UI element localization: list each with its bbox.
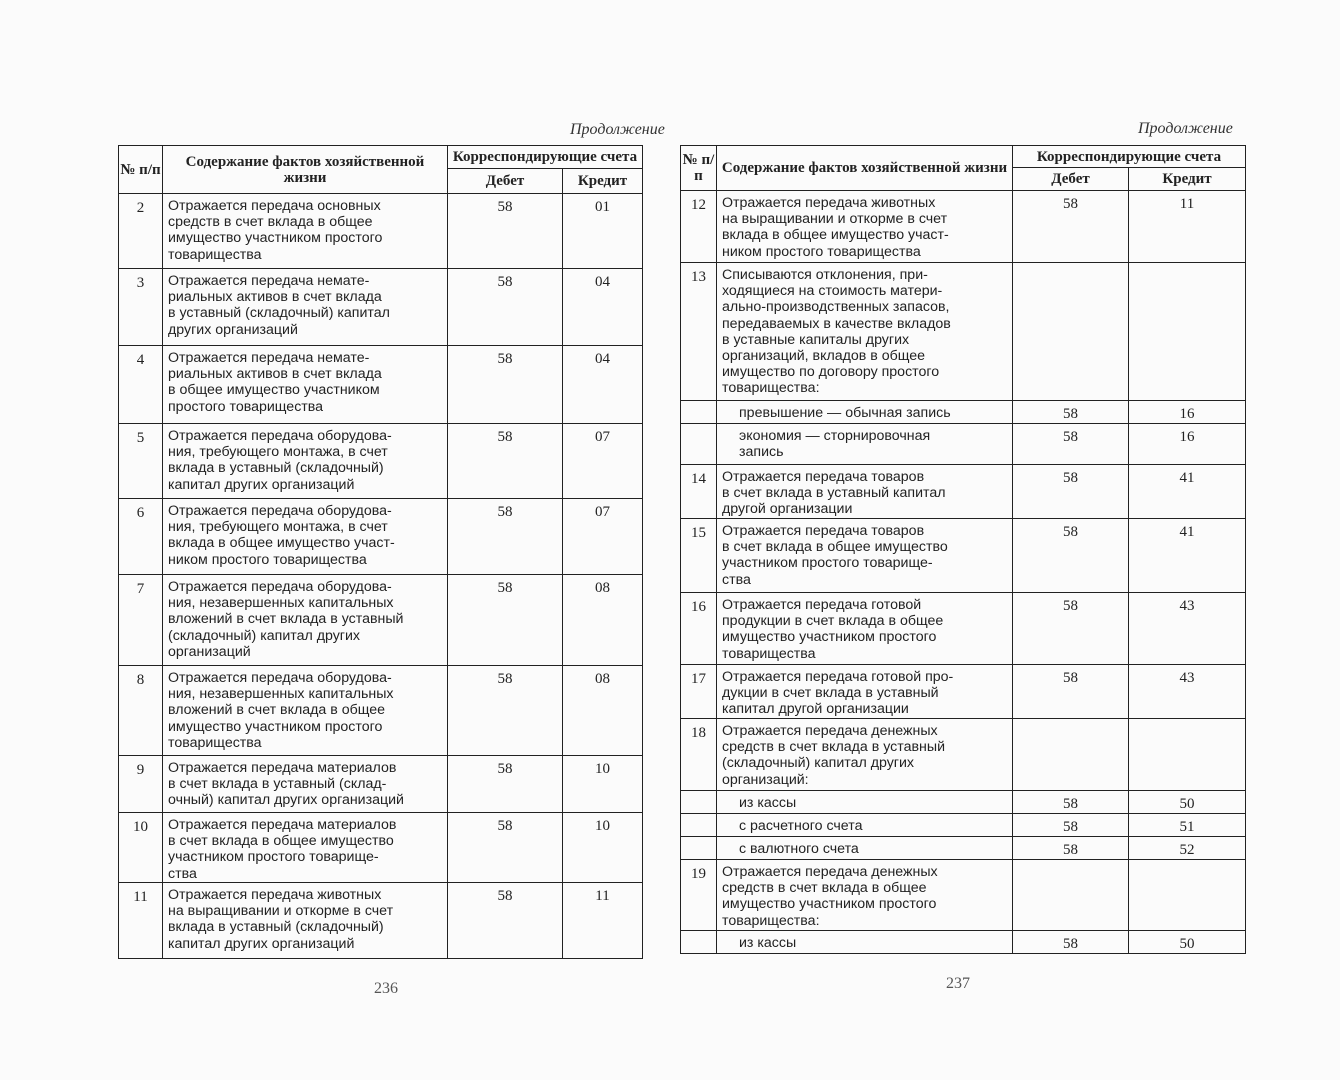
description-line: Отражается передача товаров	[722, 469, 925, 485]
table-row	[681, 791, 1246, 814]
credit-account: 41	[1129, 519, 1246, 593]
debit-account: 58	[1013, 665, 1129, 719]
ledger-table-left	[118, 145, 643, 959]
credit-account: 52	[1129, 837, 1246, 860]
description-line: товарищества:	[722, 912, 820, 929]
row-number: 7	[119, 575, 163, 666]
description-line: организаций, вкладов в общее	[722, 348, 926, 365]
header-content: Содержание фактов хозяйственной жизни	[717, 146, 1013, 191]
credit-account: 51	[1129, 814, 1246, 837]
description-line: простого товарищества	[168, 398, 324, 415]
row-description	[717, 593, 1013, 665]
description-line: капитал других организаций	[168, 476, 355, 493]
row-description	[717, 837, 1013, 860]
table-row	[119, 424, 643, 499]
description-line: с расчетного счета	[739, 818, 863, 834]
page-number-right: 237	[946, 975, 970, 992]
description-line: в счет вклада в уставный капитал	[722, 485, 946, 502]
header-credit: Кредит	[1129, 168, 1246, 191]
description-line: организаций:	[722, 771, 809, 788]
description-line: вложений в счет вклада в уставный	[168, 611, 404, 628]
header-num: № п/п	[681, 146, 717, 191]
row-description	[717, 465, 1013, 519]
row-description	[717, 191, 1013, 263]
row-number: 10	[119, 813, 163, 883]
description-line: Отражается передача материалов	[168, 817, 397, 833]
table-row	[119, 499, 643, 575]
description-line: Отражается передача оборудова-	[168, 579, 392, 595]
debit-account	[1013, 263, 1129, 401]
row-number	[681, 837, 717, 860]
table-row	[681, 665, 1246, 719]
table-row	[681, 401, 1246, 424]
debit-account	[1013, 860, 1129, 931]
description-line: другой организации	[722, 501, 853, 518]
row-description	[717, 719, 1013, 791]
credit-account: 16	[1129, 401, 1246, 424]
table-row	[119, 269, 643, 346]
description-line: (складочный) капитал других	[722, 755, 914, 772]
description-line: очный) капитал других организаций	[168, 792, 404, 809]
row-number: 13	[681, 263, 717, 401]
description-line: Отражается передача готовой про-	[722, 669, 954, 685]
description-line: средств в счет вклада в общее	[722, 880, 927, 897]
debit-account: 58	[1013, 931, 1129, 954]
description-line: имущество участником простого	[722, 896, 937, 913]
description-line: из кассы	[739, 935, 797, 951]
description-line: Отражается передача немате-	[168, 350, 370, 366]
description-line: запись	[739, 444, 784, 461]
description-line: на выращивании и откорме в счет	[722, 211, 948, 228]
debit-account: 58	[1013, 465, 1129, 519]
row-description	[163, 666, 448, 756]
ledger-table-right	[680, 145, 1246, 954]
description-line: (складочный) капитал других	[168, 627, 360, 644]
description-line: имущество участником простого	[168, 230, 383, 247]
credit-account: 43	[1129, 665, 1246, 719]
row-number: 11	[119, 883, 163, 959]
debit-account: 58	[448, 499, 563, 575]
row-description	[717, 263, 1013, 401]
row-number: 8	[119, 666, 163, 756]
description-line: продукции в счет вклада в общее	[722, 613, 944, 630]
table-row	[119, 346, 643, 424]
table-row	[119, 756, 643, 813]
table-row	[681, 719, 1246, 791]
description-line: организаций	[168, 643, 251, 660]
debit-account: 58	[448, 666, 563, 756]
row-number: 5	[119, 424, 163, 499]
description-line: на выращивании и откорме в счет	[168, 903, 394, 920]
description-line: имущество участником простого	[722, 629, 937, 646]
description-line: вклада в уставный (складочный)	[168, 460, 384, 477]
description-line: ства	[722, 571, 751, 588]
description-line: ником простого товарищества	[722, 243, 921, 260]
debit-account: 58	[448, 194, 563, 269]
description-line: Отражается передача животных	[722, 195, 936, 211]
row-description	[163, 194, 448, 269]
description-line: товарищества	[722, 645, 816, 662]
debit-account: 58	[1013, 593, 1129, 665]
description-line: в счет вклада в общее имущество	[722, 539, 948, 556]
credit-account: 10	[563, 756, 643, 813]
row-description	[717, 665, 1013, 719]
credit-account: 04	[563, 269, 643, 346]
description-line: участником простого товарище-	[168, 849, 379, 866]
description-line: имущество по договору простого	[722, 364, 940, 381]
row-description	[717, 791, 1013, 814]
description-line: ния, незавершенных капитальных	[168, 686, 394, 703]
header-num: № п/п	[119, 146, 163, 194]
description-line: товарищества:	[722, 380, 820, 397]
description-line: в счет вклада в уставный (склад-	[168, 776, 387, 793]
description-line: Отражается передача немате-	[168, 273, 370, 289]
debit-account: 58	[448, 756, 563, 813]
credit-account: 07	[563, 424, 643, 499]
debit-account: 58	[1013, 791, 1129, 814]
description-line: Отражается передача денежных	[722, 864, 938, 880]
table-row	[681, 263, 1246, 401]
description-line: Отражается передача материалов	[168, 760, 397, 776]
row-number	[681, 791, 717, 814]
description-line: ходящиеся на стоимость матери-	[722, 283, 943, 300]
table-row	[119, 883, 643, 959]
credit-account: 08	[563, 666, 643, 756]
description-line: других организаций	[168, 321, 298, 338]
row-description	[717, 814, 1013, 837]
page-number-left: 236	[374, 980, 398, 997]
continuation-label-left: Продолжение	[570, 121, 665, 138]
description-line: Списываются отклонения, при-	[722, 267, 928, 283]
row-number	[681, 931, 717, 954]
row-description	[163, 499, 448, 575]
credit-account: 11	[1129, 191, 1246, 263]
table-row	[119, 813, 643, 883]
table-row	[681, 519, 1246, 593]
description-line: вклада в общее имущество участ-	[722, 227, 949, 244]
table-row	[681, 814, 1246, 837]
description-line: вложений в счет вклада в общее	[168, 702, 386, 719]
table-row	[681, 424, 1246, 465]
debit-account: 58	[448, 813, 563, 883]
description-line: капитал другой организации	[722, 701, 909, 718]
debit-account: 58	[1013, 837, 1129, 860]
description-line: вклада в общее имущество участ-	[168, 535, 395, 552]
credit-account: 08	[563, 575, 643, 666]
description-line: с валютного счета	[739, 841, 859, 857]
description-line: риальных активов в счет вклада	[168, 289, 382, 306]
row-description	[163, 269, 448, 346]
description-line: участником простого товарище-	[722, 555, 933, 572]
header-debit: Дебет	[448, 169, 563, 194]
description-line: имущество участником простого	[168, 718, 383, 735]
description-line: в уставные капиталы других	[722, 331, 910, 348]
description-line: из кассы	[739, 795, 797, 811]
row-number: 9	[119, 756, 163, 813]
row-description	[163, 883, 448, 959]
row-description	[717, 401, 1013, 424]
description-line: Отражается передача денежных	[722, 723, 938, 739]
header-accounts: Корреспондирующие счета	[448, 146, 643, 169]
description-line: Отражается передача основных	[168, 198, 381, 214]
table-row	[681, 593, 1246, 665]
description-line: товарищества	[168, 246, 262, 263]
description-line: Отражается передача оборудова-	[168, 428, 392, 444]
row-description	[163, 813, 448, 883]
credit-account: 16	[1129, 424, 1246, 465]
description-line: товарищества	[168, 734, 262, 751]
header-content: Содержание фактов хозяйственной жизни	[163, 146, 448, 194]
row-number: 16	[681, 593, 717, 665]
table-row	[119, 575, 643, 666]
description-line: средств в счет вклада в уставный	[722, 739, 945, 756]
credit-account: 43	[1129, 593, 1246, 665]
row-number: 2	[119, 194, 163, 269]
credit-account: 41	[1129, 465, 1246, 519]
description-line: риальных активов в счет вклада	[168, 366, 382, 383]
header-debit: Дебет	[1013, 168, 1129, 191]
credit-account: 11	[563, 883, 643, 959]
row-description	[163, 346, 448, 424]
credit-account: 50	[1129, 791, 1246, 814]
row-description	[163, 756, 448, 813]
debit-account: 58	[1013, 191, 1129, 263]
debit-account: 58	[448, 269, 563, 346]
description-line: в общее имущество участником	[168, 382, 380, 399]
description-line: Отражается передача оборудова-	[168, 503, 392, 519]
credit-account	[1129, 263, 1246, 401]
row-number: 17	[681, 665, 717, 719]
row-description	[717, 424, 1013, 465]
debit-account: 58	[1013, 519, 1129, 593]
table-row	[681, 837, 1246, 860]
row-number: 12	[681, 191, 717, 263]
debit-account: 58	[448, 575, 563, 666]
row-number: 14	[681, 465, 717, 519]
row-number	[681, 401, 717, 424]
description-line: Отражается передача готовой	[722, 597, 922, 613]
row-number: 15	[681, 519, 717, 593]
debit-account: 58	[1013, 814, 1129, 837]
row-description	[163, 424, 448, 499]
row-description	[717, 931, 1013, 954]
description-line: ния, незавершенных капитальных	[168, 595, 394, 612]
description-line: в уставный (складочный) капитал	[168, 305, 390, 322]
description-line: Отражается передача оборудова-	[168, 670, 392, 686]
row-number	[681, 814, 717, 837]
row-number: 18	[681, 719, 717, 791]
row-number: 19	[681, 860, 717, 931]
header-accounts: Корреспондирующие счета	[1013, 146, 1246, 168]
description-line: Отражается передача животных	[168, 887, 382, 903]
debit-account: 58	[1013, 401, 1129, 424]
table-row	[681, 860, 1246, 931]
debit-account: 58	[448, 424, 563, 499]
table-row	[119, 194, 643, 269]
credit-account: 50	[1129, 931, 1246, 954]
description-line: в счет вклада в общее имущество	[168, 833, 394, 850]
description-line: ния, требующего монтажа, в счет	[168, 444, 388, 461]
debit-account	[1013, 719, 1129, 791]
row-description	[717, 519, 1013, 593]
description-line: дукции в счет вклада в уставный	[722, 685, 939, 702]
description-line: превышение — обычная запись	[739, 405, 951, 421]
row-number	[681, 424, 717, 465]
description-line: ально-производственных запасов,	[722, 299, 950, 316]
continuation-label-right: Продолжение	[1138, 120, 1233, 137]
credit-account: 04	[563, 346, 643, 424]
credit-account: 07	[563, 499, 643, 575]
description-line: ства	[168, 865, 197, 882]
description-line: капитал других организаций	[168, 935, 355, 952]
debit-account: 58	[448, 346, 563, 424]
table-row	[119, 666, 643, 756]
table-row	[681, 191, 1246, 263]
description-line: ником простого товарищества	[168, 551, 367, 568]
debit-account: 58	[1013, 424, 1129, 465]
row-number: 3	[119, 269, 163, 346]
row-description	[163, 575, 448, 666]
row-number: 4	[119, 346, 163, 424]
header-credit: Кредит	[563, 169, 643, 194]
credit-account	[1129, 860, 1246, 931]
credit-account: 01	[563, 194, 643, 269]
table-row	[681, 465, 1246, 519]
description-line: экономия — сторнировочная	[739, 428, 931, 444]
description-line: Отражается передача товаров	[722, 523, 925, 539]
table-row	[681, 931, 1246, 954]
debit-account: 58	[448, 883, 563, 959]
description-line: передаваемых в качестве вкладов	[722, 315, 951, 332]
row-number: 6	[119, 499, 163, 575]
description-line: вклада в уставный (складочный)	[168, 919, 384, 936]
row-description	[717, 860, 1013, 931]
description-line: средств в счет вклада в общее	[168, 214, 373, 231]
credit-account	[1129, 719, 1246, 791]
credit-account: 10	[563, 813, 643, 883]
description-line: ния, требующего монтажа, в счет	[168, 519, 388, 536]
